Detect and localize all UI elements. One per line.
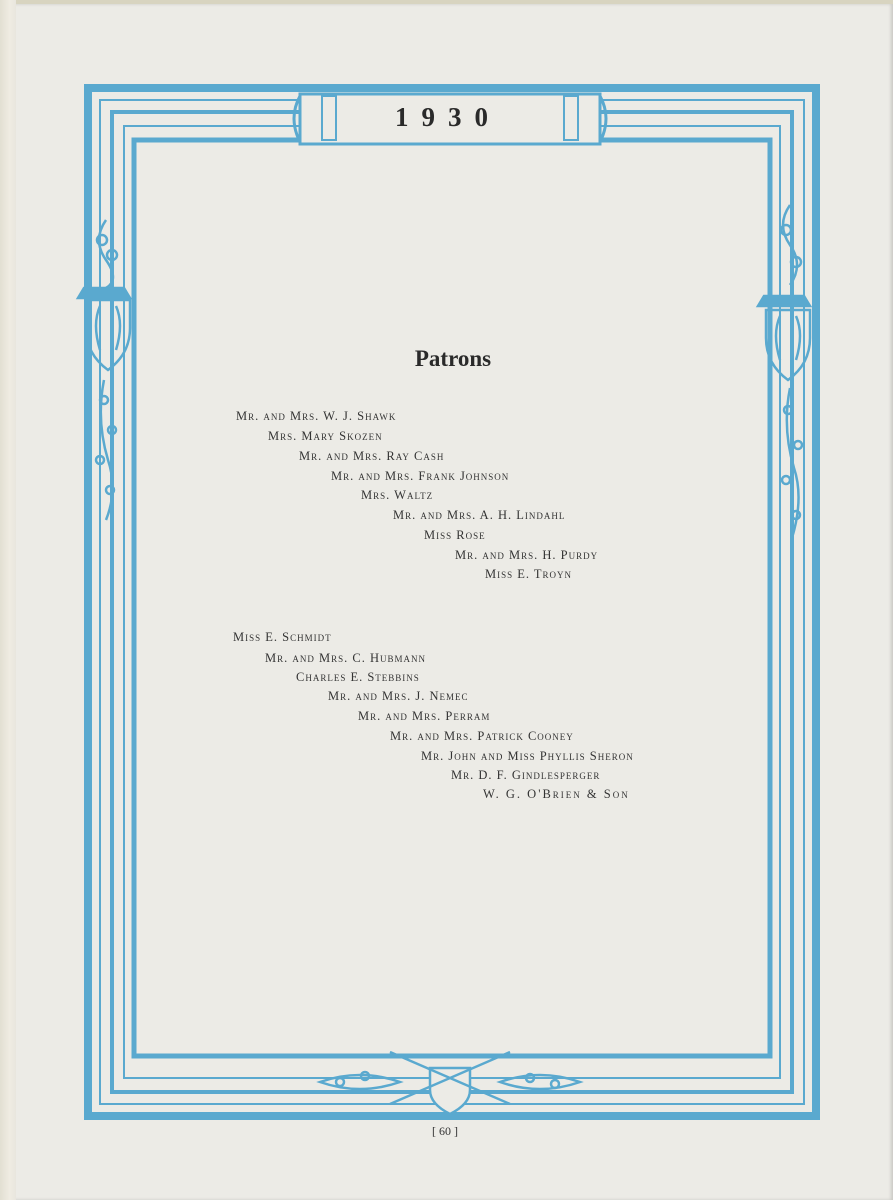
frame-line-4 [124, 126, 780, 1078]
patron-name: Mr. and Mrs. W. J. Shawk [236, 409, 397, 423]
page-number: [ 60 ] [432, 1124, 458, 1138]
patron-name: Mr. D. F. Gindlesperger [451, 768, 601, 782]
outer-frame-line [88, 88, 816, 1116]
patron-name: Mr. and Mrs. C. Hubmann [265, 651, 426, 665]
inner-frame-line [134, 140, 770, 1056]
patron-name: Miss E. Troyn [485, 567, 573, 581]
patron-name: Mr. and Mrs. Ray Cash [299, 449, 445, 463]
patron-name: Mr. and Mrs. A. H. Lindahl [393, 508, 566, 522]
frame-line-2 [100, 100, 804, 1104]
patron-name: Mr. and Mrs. Perram [358, 709, 491, 723]
patron-name: Mr. and Mrs. Frank Johnson [331, 469, 510, 483]
year-heading: 1930 [395, 102, 501, 132]
patron-name: Charles E. Stebbins [296, 670, 420, 684]
patron-name: Mr. and Mrs. H. Purdy [455, 548, 599, 562]
right-shield-ornament [758, 205, 810, 538]
patron-name: Miss Rose [424, 528, 486, 542]
patron-name: W. G. O'Brien & Son [483, 787, 630, 801]
page-title: Patrons [414, 346, 492, 371]
patron-name: Mrs. Mary Skozen [268, 429, 383, 443]
patron-name: Mr. John and Miss Phyllis Sheron [421, 749, 634, 763]
patron-name: Mr. and Mrs. J. Nemec [328, 689, 469, 703]
patron-name: Mrs. Waltz [361, 488, 434, 502]
patron-name: Mr. and Mrs. Patrick Cooney [390, 729, 574, 743]
frame-line-3 [112, 112, 792, 1092]
patron-name: Miss E. Schmidt [233, 630, 332, 644]
